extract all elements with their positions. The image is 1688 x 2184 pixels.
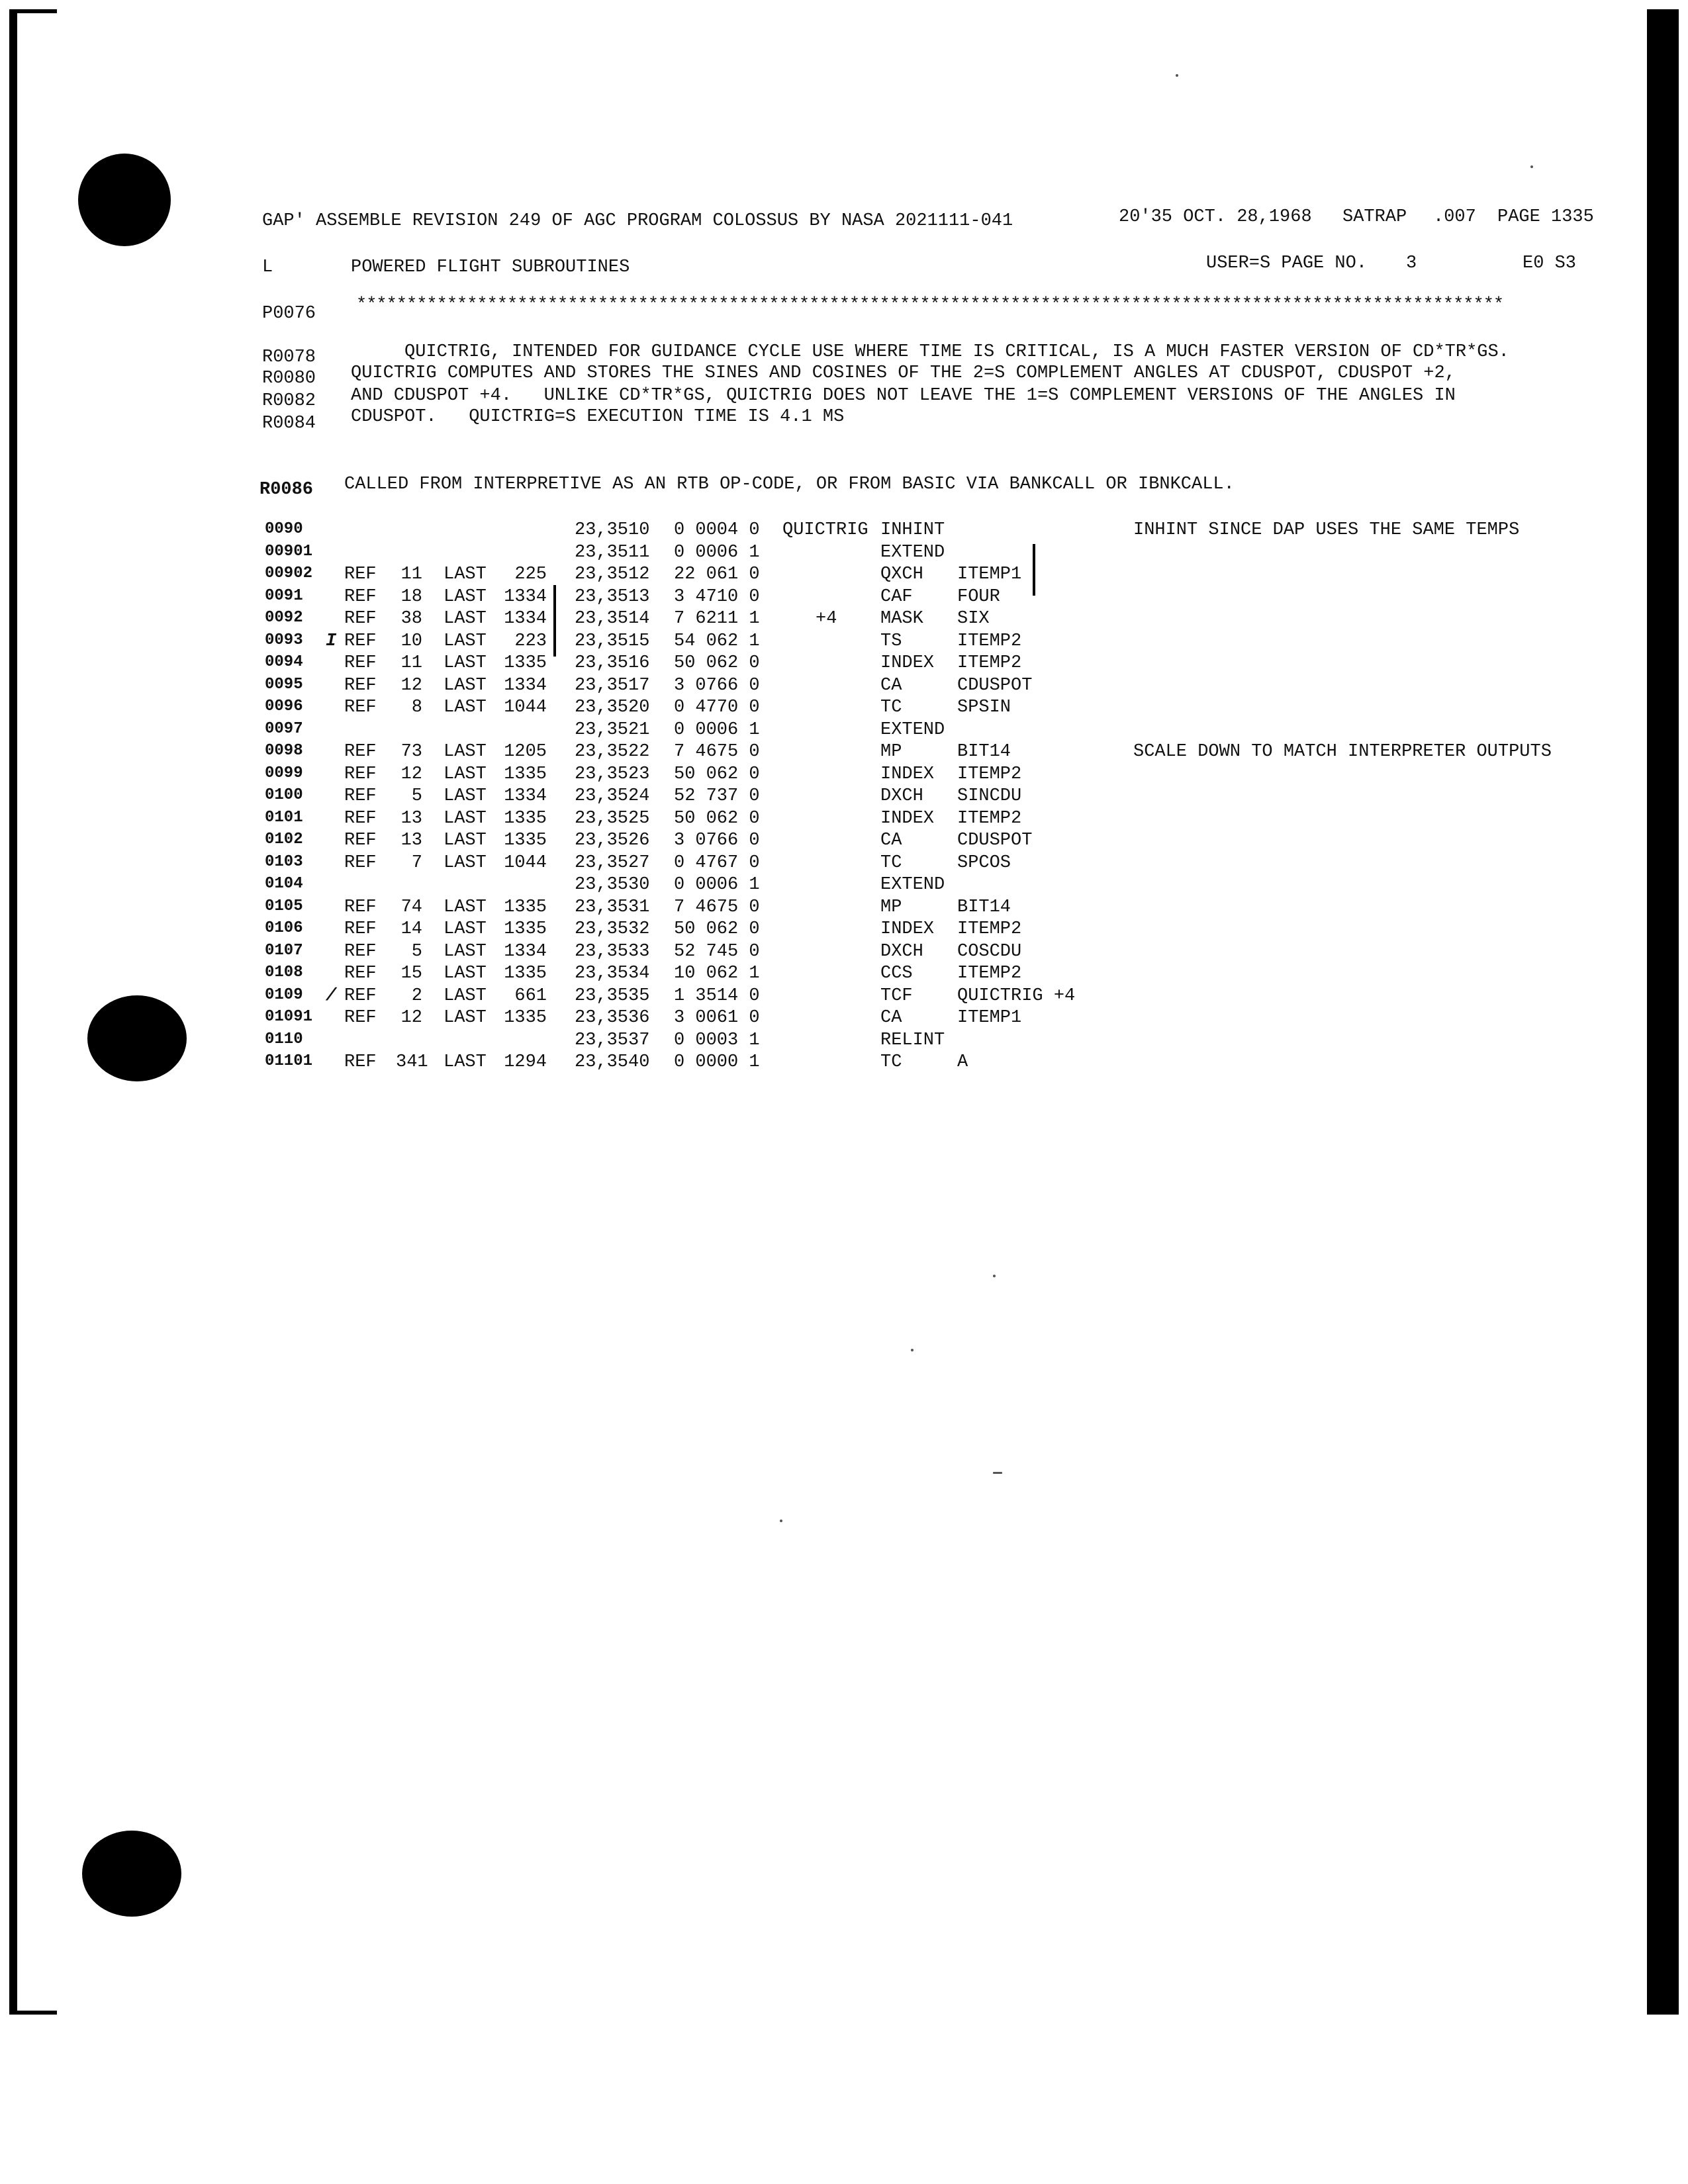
user-page-label: USER=S PAGE NO. [1206,253,1368,273]
section-marker: L [262,257,273,277]
called-text: CALLED FROM INTERPRETIVE AS AN RTB OP-CODE, OR FROM BASIC VIA BANKCALL OR IBNKCALL. [344,475,1235,494]
last-label: LAST [444,964,487,983]
ref-count: 12 [400,764,422,784]
star-line-label: P0076 [262,304,316,324]
address: 23,3513 [575,586,650,607]
listing-row [0,964,1622,986]
ref-label: REF [344,941,377,962]
address: 23,3527 [575,852,650,873]
ref-count: 11 [400,653,422,673]
op-code: MASK [880,609,923,629]
handwritten-mark: / [326,985,337,1006]
margin-bracket-left [553,585,556,657]
octal-code: 52 745 0 [674,941,760,962]
location-label: +4 [816,609,837,629]
op-code: RELINT [880,1030,945,1050]
last-number: 1335 [504,808,547,829]
line-number: 0108 [265,964,303,981]
op-code: CA [880,675,902,696]
ref-count: 341 [396,1052,428,1072]
listing-row [0,809,1622,831]
octal-code: 0 0006 1 [674,542,760,563]
address: 23,3532 [575,919,650,939]
listing-row [0,853,1622,876]
listing-row [0,764,1622,787]
ref-count: 2 [411,985,422,1006]
last-number: 1334 [504,586,547,607]
last-label: LAST [444,808,487,829]
operand: SPCOS [957,852,1011,873]
operand: CDUSPOT [957,675,1033,696]
operand: SIX [957,609,990,629]
ref-count: 10 [400,631,422,651]
listing-row [0,786,1622,809]
remark-text: QUICTRIG, INTENDED FOR GUIDANCE CYCLE USE WHERE TIME IS CRITICAL, IS A MUCH FASTER VERSION OF CD*TR*GS. [351,342,1509,362]
last-number: 1205 [504,742,547,762]
ref-label: REF [344,565,377,584]
octal-code: 0 0000 1 [674,1052,760,1072]
address: 23,3526 [575,831,650,850]
listing-row [0,742,1622,764]
operand: BIT14 [957,742,1011,762]
address: 23,3516 [575,653,650,673]
octal-code: 3 0766 0 [674,831,760,850]
line-number: 0092 [265,609,303,627]
address: 23,3517 [575,675,650,696]
line-number: 0099 [265,764,303,782]
ref-count: 8 [411,698,422,717]
last-label: LAST [444,742,487,762]
last-label: LAST [444,897,487,917]
octal-code: 50 062 0 [674,764,760,784]
octal-code: 3 0061 0 [674,1008,760,1028]
line-number: 0095 [265,675,303,694]
listing-row [0,986,1622,1009]
remark-label: R0080 [262,369,316,388]
remark-text: AND CDUSPOT +4. UNLIKE CD*TR*GS, QUICTRIG DOES NOT LEAVE THE 1=S COMPLEMENT VERSIONS OF THE ANGLES IN [351,386,1456,406]
last-number: 1334 [504,941,547,962]
line-number: 0104 [265,875,303,893]
listing-row [0,1008,1622,1030]
address: 23,3523 [575,764,650,784]
ref-label: REF [344,919,377,939]
operand: A [957,1052,968,1072]
binder-hole-bottom [82,1831,181,1917]
operand: ITEMP2 [957,964,1022,983]
last-number: 1335 [504,764,547,784]
last-number: 1335 [504,964,547,983]
header-timestamp: 20'35 OCT. 28,1968 [1119,207,1312,227]
ref-count: 15 [400,964,422,983]
address: 23,3540 [575,1052,650,1072]
speck [993,1275,996,1277]
line-number: 0090 [265,520,303,538]
speck [911,1349,914,1351]
ref-label: REF [344,631,377,651]
address: 23,3535 [575,985,650,1006]
last-label: LAST [444,586,487,607]
operand: ITEMP2 [957,631,1022,651]
header-page: PAGE 1335 [1497,207,1594,227]
line-number: 0110 [265,1030,303,1048]
last-number: 223 [514,631,547,651]
octal-code: 0 4770 0 [674,698,760,717]
ref-label: REF [344,985,377,1006]
page-code: E0 S3 [1523,253,1577,273]
last-number: 661 [514,985,547,1006]
ref-label: REF [344,852,377,873]
listing-row [0,520,1622,543]
line-number: 0109 [265,985,303,1004]
operand: ITEMP1 [957,1008,1022,1028]
operand: ITEMP2 [957,808,1022,829]
operand: QUICTRIG +4 [957,985,1076,1006]
remark-text: CDUSPOT. QUICTRIG=S EXECUTION TIME IS 4.1 MS [351,407,845,427]
line-number: 0102 [265,831,303,848]
op-code: CA [880,1008,902,1028]
ref-label: REF [344,808,377,829]
remark-text: QUICTRIG COMPUTES AND STORES THE SINES AND COSINES OF THE 2=S COMPLEMENT ANGLES AT CDUSPOT, CDUSPOT +2, [351,363,1456,383]
address: 23,3522 [575,742,650,762]
op-code: TC [880,852,902,873]
octal-code: 52 737 0 [674,786,760,806]
last-label: LAST [444,631,487,651]
op-code: DXCH [880,941,923,962]
op-code: INDEX [880,764,935,784]
ref-label: REF [344,831,377,850]
address: 23,3521 [575,719,650,740]
last-label: LAST [444,698,487,717]
octal-code: 10 062 1 [674,964,760,983]
octal-code: 0 0006 1 [674,719,760,740]
op-code: INDEX [880,808,935,829]
address: 23,3531 [575,897,650,917]
operand: SINCDU [957,786,1022,806]
ref-count: 13 [400,831,422,850]
octal-code: 7 4675 0 [674,897,760,917]
last-label: LAST [444,852,487,873]
header-version: .007 [1433,207,1476,227]
last-number: 1334 [504,786,547,806]
line-number: 0098 [265,742,303,760]
listing-row [0,897,1622,920]
header-program-line: GAP' ASSEMBLE REVISION 249 OF AGC PROGRAM COLOSSUS BY NASA 2021111-041 [262,211,1013,231]
octal-code: 1 3514 0 [674,985,760,1006]
line-number: 0100 [265,786,303,804]
op-code: QXCH [880,565,923,584]
binder-hole-top [78,154,171,246]
last-label: LAST [444,565,487,584]
op-code: TS [880,631,902,651]
right-edge-bar [1647,9,1679,2015]
last-label: LAST [444,609,487,629]
line-number: 0097 [265,719,303,738]
last-number: 1044 [504,852,547,873]
address: 23,3536 [575,1008,650,1028]
operand: ITEMP1 [957,565,1022,584]
ref-label: REF [344,586,377,607]
address: 23,3511 [575,542,650,563]
last-number: 1335 [504,1008,547,1028]
header-user: SATRAP [1342,207,1407,227]
listing-row [0,587,1622,610]
ref-count: 74 [400,897,422,917]
comment: SCALE DOWN TO MATCH INTERPRETER OUTPUTS [1133,742,1552,762]
operand: ITEMP2 [957,764,1022,784]
op-code: INDEX [880,653,935,673]
last-label: LAST [444,941,487,962]
address: 23,3534 [575,964,650,983]
location-label: QUICTRIG [782,520,868,540]
line-number: 0096 [265,698,303,715]
last-label: LAST [444,919,487,939]
ref-count: 73 [400,742,422,762]
op-code: MP [880,897,902,917]
comment: INHINT SINCE DAP USES THE SAME TEMPS [1133,520,1520,540]
octal-code: 0 0006 1 [674,875,760,895]
user-page-number: 3 [1406,253,1417,273]
line-number: 0091 [265,586,303,605]
speck [1176,74,1178,77]
address: 23,3533 [575,941,650,962]
ref-count: 14 [400,919,422,939]
last-label: LAST [444,1008,487,1028]
ref-label: REF [344,897,377,917]
op-code: CA [880,831,902,850]
line-number: 0094 [265,653,303,671]
handwritten-mark: I [326,631,337,651]
last-label: LAST [444,831,487,850]
speck [780,1520,782,1522]
remark-label: R0078 [262,347,316,367]
op-code: INHINT [880,520,945,540]
listing-row [0,875,1622,897]
listing-row [0,720,1622,743]
octal-code: 50 062 0 [674,653,760,673]
op-code: TC [880,698,902,717]
line-number: 00902 [265,565,313,582]
listing-row [0,565,1622,587]
listing-row [0,942,1622,964]
ref-label: REF [344,698,377,717]
operand: COSCDU [957,941,1022,962]
op-code: MP [880,742,902,762]
last-number: 1294 [504,1052,547,1072]
address: 23,3520 [575,698,650,717]
listing-row [0,609,1622,631]
remark-label: R0082 [262,391,316,411]
listing-row [0,653,1622,676]
last-label: LAST [444,653,487,673]
address: 23,3515 [575,631,650,651]
address: 23,3537 [575,1030,650,1050]
op-code: TCF [880,985,913,1006]
section-title: POWERED FLIGHT SUBROUTINES [351,257,630,277]
listing-row [0,1030,1622,1053]
op-code: DXCH [880,786,923,806]
octal-code: 7 6211 1 [674,609,760,629]
last-label: LAST [444,675,487,696]
address: 23,3514 [575,609,650,629]
op-code: EXTEND [880,719,945,740]
ref-label: REF [344,1052,377,1072]
ref-count: 5 [411,786,422,806]
bottom-edge-mark [9,2011,57,2015]
octal-code: 0 0004 0 [674,520,760,540]
margin-bracket-right [1033,544,1035,596]
line-number: 0106 [265,919,303,937]
operand: SPSIN [957,698,1011,717]
listing-row [0,543,1622,565]
listing-row [0,631,1622,654]
ref-count: 12 [400,1008,422,1028]
line-number: 0101 [265,808,303,827]
listing-row [0,698,1622,720]
asterisk-divider: ****************************************************************************************************************** [356,295,1504,315]
line-number: 0103 [265,852,303,871]
address: 23,3530 [575,875,650,895]
ref-label: REF [344,653,377,673]
octal-code: 3 4710 0 [674,586,760,607]
last-number: 1335 [504,831,547,850]
last-number: 225 [514,565,547,584]
last-number: 1044 [504,698,547,717]
op-code: TC [880,1052,902,1072]
listing-row [0,1052,1622,1075]
last-number: 1335 [504,897,547,917]
octal-code: 22 061 0 [674,565,760,584]
last-number: 1334 [504,675,547,696]
top-edge-mark [9,9,57,13]
operand: FOUR [957,586,1000,607]
octal-code: 50 062 0 [674,808,760,829]
ref-label: REF [344,964,377,983]
line-number: 01101 [265,1052,313,1070]
ref-count: 7 [411,852,422,873]
address: 23,3510 [575,520,650,540]
operand: BIT14 [957,897,1011,917]
address: 23,3525 [575,808,650,829]
ref-count: 38 [400,609,422,629]
octal-code: 7 4675 0 [674,742,760,762]
op-code: INDEX [880,919,935,939]
address: 23,3512 [575,565,650,584]
last-number: 1335 [504,919,547,939]
speck [1530,165,1533,168]
last-number: 1335 [504,653,547,673]
op-code: EXTEND [880,875,945,895]
ref-count: 11 [400,565,422,584]
line-number: 00901 [265,542,313,561]
op-code: CAF [880,586,913,607]
operand: CDUSPOT [957,831,1033,850]
line-number: 01091 [265,1008,313,1026]
last-label: LAST [444,786,487,806]
listing-row [0,676,1622,698]
listing-row [0,919,1622,942]
octal-code: 54 062 1 [674,631,760,651]
line-number: 0105 [265,897,303,915]
operand: ITEMP2 [957,653,1022,673]
line-number: 0107 [265,941,303,960]
ref-count: 5 [411,941,422,962]
octal-code: 3 0766 0 [674,675,760,696]
ref-label: REF [344,609,377,629]
ref-count: 18 [400,586,422,607]
called-label: R0086 [259,480,314,500]
ref-label: REF [344,764,377,784]
line-number: 0093 [265,631,303,649]
ref-label: REF [344,1008,377,1028]
octal-code: 0 0003 1 [674,1030,760,1050]
last-label: LAST [444,764,487,784]
ref-label: REF [344,742,377,762]
octal-code: 50 062 0 [674,919,760,939]
listing-row [0,831,1622,853]
op-code: CCS [880,964,913,983]
address: 23,3524 [575,786,650,806]
octal-code: 0 4767 0 [674,852,760,873]
operand: ITEMP2 [957,919,1022,939]
ref-count: 13 [400,808,422,829]
ref-label: REF [344,786,377,806]
ref-count: 12 [400,675,422,696]
last-number: 1334 [504,609,547,629]
last-label: LAST [444,985,487,1006]
speck [993,1472,1002,1474]
remark-label: R0084 [262,414,316,433]
last-label: LAST [444,1052,487,1072]
ref-label: REF [344,675,377,696]
op-code: EXTEND [880,542,945,563]
